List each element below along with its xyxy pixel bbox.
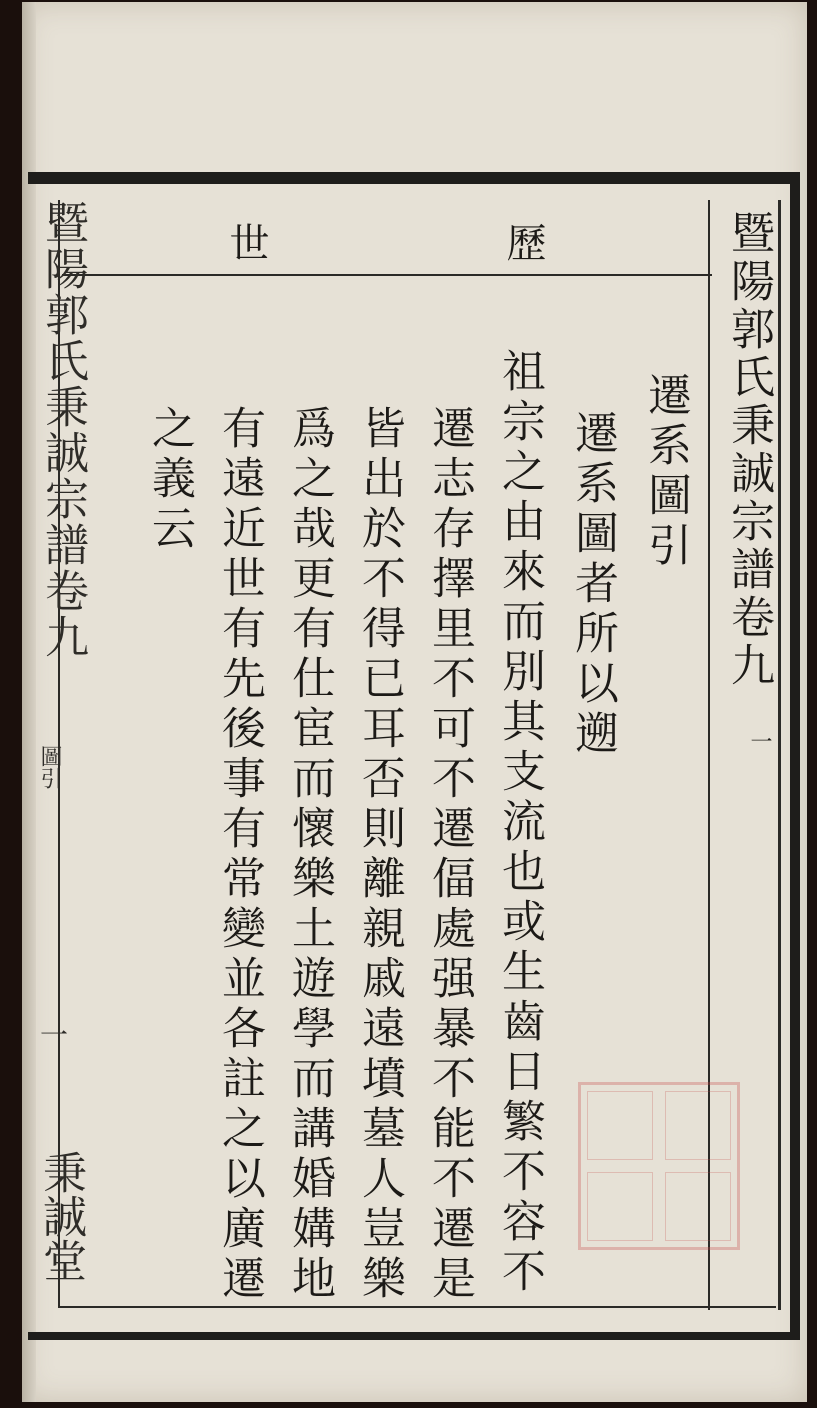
edge-page-number: 一 — [36, 1020, 69, 1048]
library-seal — [578, 1082, 740, 1250]
text-column-3: 祖宗之由來而別其支流也或生齒日繁不容不 — [494, 348, 545, 1298]
text-column-6: 爲之哉更有仕宦而懷樂土遊學而講婚媾地 — [284, 405, 335, 1305]
edge-hall-name: 秉誠堂 — [35, 1150, 86, 1282]
section-head-char-2: 世 — [223, 222, 269, 262]
text-column-4: 遷志存擇里不可不遷偪處强暴不能不遷是 — [424, 405, 475, 1305]
text-column-5: 皆出於不得已耳否則離親戚遠墳墓人豈樂 — [354, 405, 405, 1305]
text-column-7: 有遠近世有先後事有常變並各註之以廣遷 — [214, 405, 265, 1305]
edge-subtitle: 圖引 — [37, 745, 62, 789]
edge-title: 暨陽郭氏秉誠宗譜卷九 — [37, 200, 88, 660]
seal-quadrant — [665, 1172, 731, 1241]
bottom-rule — [58, 1306, 776, 1308]
section-head-char-1: 歷 — [500, 222, 546, 262]
text-column-2: 遷系圖者所以遡 — [567, 410, 618, 760]
text-column-8: 之義云 — [144, 405, 195, 555]
text-column-1: 遷系圖引 — [640, 372, 691, 572]
seal-quadrant — [587, 1091, 653, 1160]
banxin-title: 暨陽郭氏秉誠宗譜卷九 — [723, 210, 774, 690]
seal-quadrant — [587, 1172, 653, 1241]
seal-quadrant — [665, 1091, 731, 1160]
header-rule — [62, 274, 712, 276]
banxin-page-number: 一 — [747, 730, 772, 752]
